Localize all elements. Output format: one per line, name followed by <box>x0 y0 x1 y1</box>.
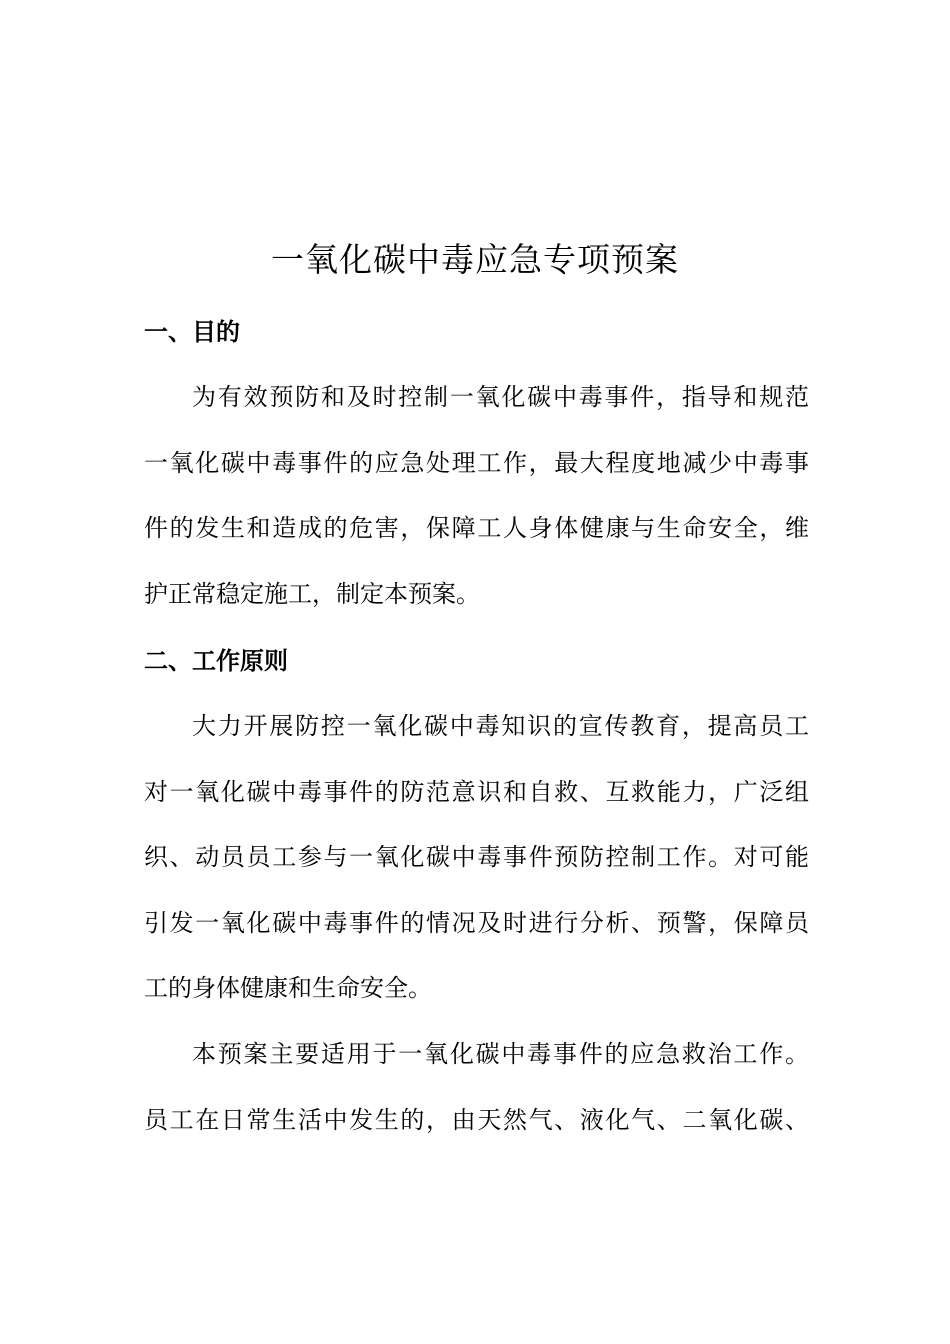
paragraph-purpose <box>144 365 809 627</box>
paragraph-line: 件的发生和造成的危害，保障工人身体健康与生命安全，维 <box>144 514 809 542</box>
paragraph-line: 引发一氧化碳中毒事件的情况及时进行分析、预警，保障员 <box>144 908 809 937</box>
paragraph-line: 护正常稳定施工，制定本预案。 <box>144 579 480 608</box>
paragraph-principles <box>144 694 809 1022</box>
section-heading-principles: 二、工作原则 <box>144 647 288 675</box>
paragraph-line: 对一氧化碳中毒事件的防范意识和自救、互救能力，广泛组 <box>144 777 809 806</box>
paragraph-scope <box>144 1022 809 1153</box>
paragraph-line: 织、动员员工参与一氧化碳中毒事件预防控制工作。对可能 <box>144 843 809 871</box>
paragraph-line: 一氧化碳中毒事件的应急处理工作，最大程度地减少中毒事 <box>144 448 809 477</box>
paragraph-line: 大力开展防控一氧化碳中毒知识的宣传教育，提高员工 <box>192 712 809 740</box>
paragraph-line: 工的身体健康和生命安全。 <box>144 974 432 1002</box>
document-title: 一氧化碳中毒应急专项预案 <box>271 240 679 279</box>
section-heading-purpose: 一、目的 <box>144 318 240 346</box>
paragraph-line: 员工在日常生活中发生的，由天然气、液化气、二氧化碳、 <box>144 1105 809 1134</box>
paragraph-line: 本预案主要适用于一氧化碳中毒事件的应急救治工作。 <box>192 1040 809 1068</box>
paragraph-line: 为有效预防和及时控制一氧化碳中毒事件，指导和规范 <box>192 383 809 411</box>
